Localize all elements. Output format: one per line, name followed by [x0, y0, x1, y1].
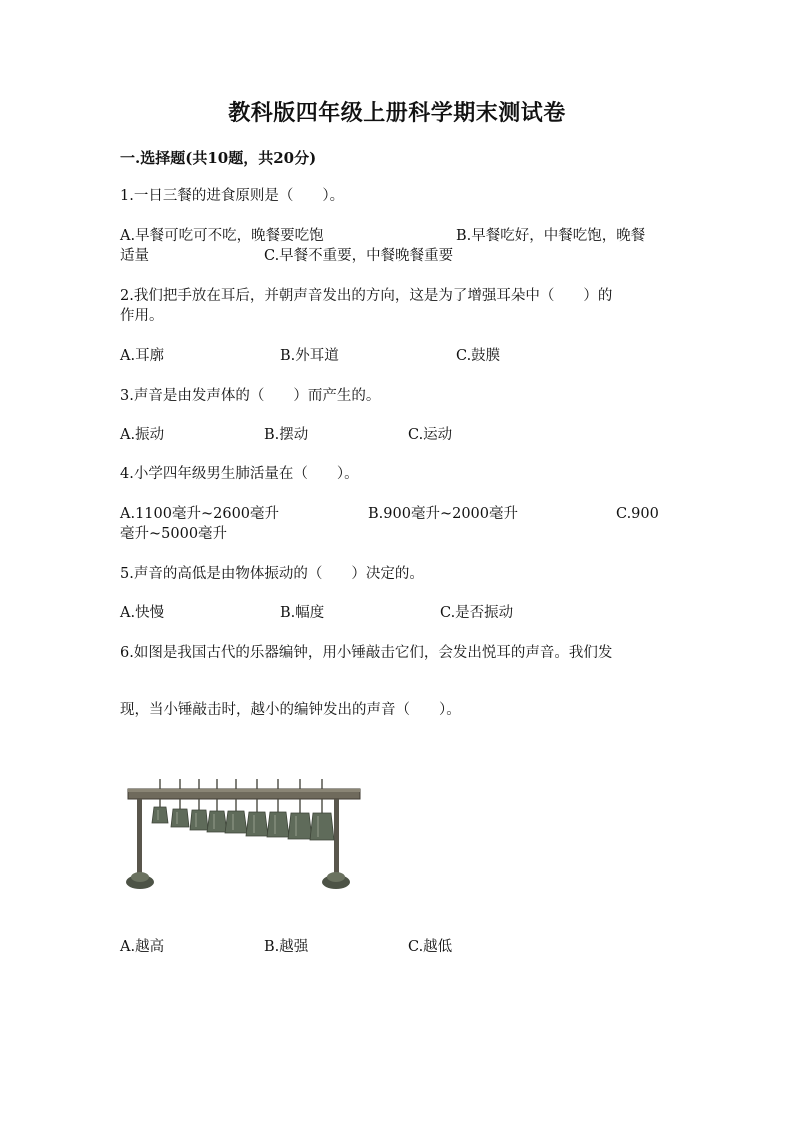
question-6-option-c: C.越低 — [408, 939, 453, 955]
question-1-option-a: A.早餐可吃可不吃，晚餐要吃饱 — [120, 228, 324, 244]
question-2-option-a: A.耳廓 — [120, 348, 165, 364]
question-6-option-b: B.越强 — [264, 939, 309, 955]
question-5-option-a: A.快慢 — [120, 605, 165, 621]
question-4-option-c: C.900 — [616, 506, 659, 522]
question-6-stem: 6.如图是我国古代的乐器编钟，用小锤敲击它们，会发出悦耳的声音。我们发 — [120, 645, 613, 661]
question-6-option-a: A.越高 — [120, 939, 165, 955]
question-5-stem: 5.声音的高低是由物体振动的（ ）决定的。 — [120, 566, 424, 582]
question-3-option-a: A.振动 — [120, 427, 165, 443]
question-1-stem: 1.一日三餐的进食原则是（ ）。 — [120, 188, 345, 204]
question-4-option-b: B.900毫升~2000毫升 — [368, 506, 518, 522]
question-2-stem-cont: 作用。 — [120, 308, 164, 324]
question-5-option-c: C.是否振动 — [440, 605, 514, 621]
question-4-option-c-cont: 毫升~5000毫升 — [120, 526, 228, 542]
question-3-stem: 3.声音是由发声体的（ ）而产生的。 — [120, 388, 381, 404]
question-5-option-b: B.幅度 — [280, 605, 325, 621]
question-3-option-c: C.运动 — [408, 427, 453, 443]
question-1-option-b: B.早餐吃好，中餐吃饱，晚餐 — [456, 228, 646, 244]
question-3-option-b: B.摆动 — [264, 427, 309, 443]
question-2-option-c: C.鼓膜 — [456, 348, 501, 364]
question-1-option-c: C.早餐不重要，中餐晚餐重要 — [264, 248, 454, 264]
question-4-option-a: A.1100毫升~2600毫升 — [120, 506, 280, 522]
question-2-stem: 2.我们把手放在耳后，并朝声音发出的方向，这是为了增强耳朵中（ ）的 — [120, 288, 613, 304]
bianzhong-bells-image — [124, 776, 364, 896]
question-6-stem-cont: 现，当小锤敲击时，越小的编钟发出的声音（ ）。 — [120, 702, 461, 718]
question-2-option-b: B.外耳道 — [280, 348, 339, 364]
question-1-option-b-cont: 适量 — [120, 248, 149, 264]
section-heading: 一.选择题(共10题，共20分) — [120, 149, 317, 167]
page-title: 教科版四年级上册科学期末测试卷 — [228, 100, 566, 126]
question-4-stem: 4.小学四年级男生肺活量在（ ）。 — [120, 466, 359, 482]
